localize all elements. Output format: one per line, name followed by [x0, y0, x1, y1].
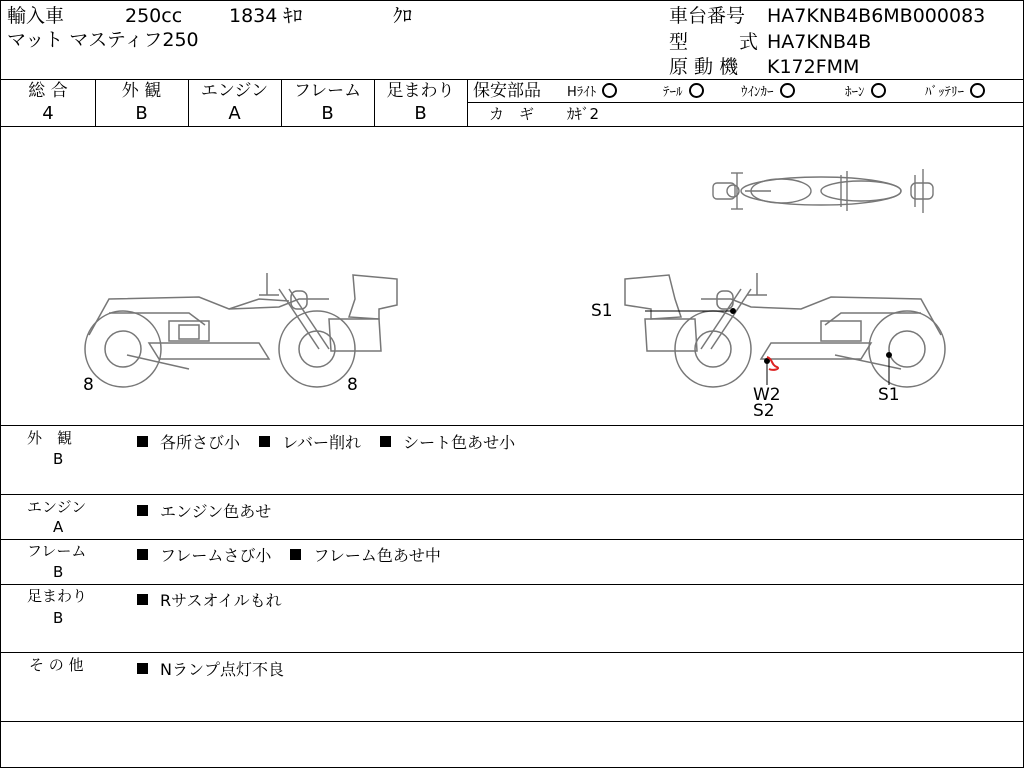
- safety-item-label: ﾊﾞｯﾃﾘｰ: [925, 85, 964, 100]
- grade-value-exterior: B: [135, 103, 148, 124]
- safety-item-label: ｳｲﾝｶｰ: [741, 85, 774, 100]
- type-label-2: 式: [739, 31, 759, 53]
- mileage: 1834 ｷﾛ: [229, 5, 303, 27]
- damage-label-s2: S2: [753, 401, 775, 421]
- note-grade-exterior: B: [53, 450, 64, 468]
- ok-circle-icon: [871, 83, 886, 98]
- bullet-icon: [137, 549, 148, 560]
- note-grade-engine: A: [53, 518, 64, 536]
- bullet-icon: [137, 505, 148, 516]
- note-text: フレーム色あせ中: [313, 546, 441, 565]
- note-items-engine: [137, 499, 285, 522]
- grade-label-engine: エンジン: [200, 81, 269, 101]
- note-item: [380, 433, 515, 452]
- bullet-icon: [137, 594, 148, 605]
- ok-circle-icon: [970, 83, 985, 98]
- divider: [1, 126, 1023, 127]
- vehicle-color: ｸﾛ: [393, 5, 413, 27]
- note-items-exterior: [137, 430, 529, 453]
- note-grade-suspension: B: [53, 609, 64, 627]
- note-item: [137, 502, 271, 521]
- grade-label-suspension: 足まわり: [386, 81, 455, 101]
- note-items-suspension: [137, 588, 296, 611]
- note-text: フレームさび小: [160, 546, 272, 565]
- note-text: エンジン色あせ: [160, 502, 272, 521]
- safety-item-label: ﾃｰﾙ: [663, 85, 683, 100]
- note-item: [259, 433, 361, 452]
- divider: [1, 584, 1023, 585]
- divider: [1, 494, 1023, 495]
- note-item: [137, 591, 282, 610]
- grade-label-overall: 総 合: [28, 81, 68, 101]
- safety-parts-label: 保安部品: [473, 81, 541, 101]
- left-front-tire-value: 8: [83, 375, 94, 395]
- note-item: [137, 546, 271, 565]
- grade-label-frame: フレーム: [293, 81, 362, 101]
- divider: [1, 539, 1023, 540]
- safety-item-horn: [845, 85, 886, 100]
- safety-item-label: Hﾗｲﾄ: [567, 85, 597, 100]
- key-value: ｶｷﾞ2: [567, 105, 600, 123]
- ok-circle-icon: [780, 83, 795, 98]
- note-text: Rサスオイルもれ: [160, 591, 282, 610]
- left-rear-tire-value: 8: [347, 375, 358, 395]
- model-name: マット マスティフ250: [7, 29, 199, 51]
- divider: [1, 79, 1023, 80]
- bullet-icon: [137, 436, 148, 447]
- divider: [1, 425, 1023, 426]
- note-section-other: そ の 他: [29, 656, 84, 674]
- note-text: シート色あせ小: [403, 433, 516, 452]
- note-grade-frame: B: [53, 563, 64, 581]
- note-section-engine: エンジン: [27, 498, 87, 516]
- grade-value-frame: B: [321, 103, 334, 124]
- safety-item-label: ﾎｰﾝ: [845, 85, 865, 100]
- safety-item-headlight: [567, 85, 617, 100]
- type-value: HA7KNB4B: [767, 31, 872, 53]
- damage-label-s1-top: S1: [591, 301, 613, 321]
- divider: [1, 652, 1023, 653]
- note-item: [137, 660, 284, 679]
- motorcycle-right-view-diagram: [621, 269, 951, 389]
- note-items-frame: [137, 543, 455, 566]
- engine-label: 原 動 機: [669, 56, 739, 78]
- note-text: レバー削れ: [282, 433, 361, 452]
- motorcycle-top-view-diagram: [701, 161, 941, 221]
- note-item: [290, 546, 440, 565]
- bullet-icon: [380, 436, 391, 447]
- frame-no-label: 車台番号: [669, 5, 746, 27]
- safety-item-tail: [663, 85, 704, 100]
- grade-value-suspension: B: [414, 103, 427, 124]
- safety-item-battery: [925, 85, 985, 100]
- note-item: [137, 433, 240, 452]
- vehicle-category: 輸入車: [7, 5, 65, 27]
- damage-label-s1-bottom: S1: [878, 385, 900, 405]
- safety-item-winker: [741, 85, 795, 100]
- note-text: 各所さび小: [160, 433, 241, 452]
- engine-value: K172FMM: [767, 56, 860, 78]
- divider: [1, 721, 1023, 722]
- damage-label-w2: W2: [753, 385, 781, 405]
- divider: [467, 102, 1023, 103]
- type-label-1: 型: [669, 31, 689, 53]
- grade-value-engine: A: [228, 103, 241, 124]
- key-label: カ ギ: [489, 105, 535, 123]
- frame-no: HA7KNB4B6MB000083: [767, 5, 986, 27]
- note-text: Nランプ点灯不良: [160, 660, 284, 679]
- bullet-icon: [259, 436, 270, 447]
- grade-label-exterior: 外 観: [121, 81, 162, 101]
- grade-value-overall: 4: [42, 103, 54, 124]
- ok-circle-icon: [602, 83, 617, 98]
- motorcycle-left-view-diagram: [79, 269, 409, 389]
- note-section-exterior: 外 観: [27, 429, 73, 447]
- note-section-suspension: 足まわり: [27, 587, 88, 605]
- bullet-icon: [290, 549, 301, 560]
- displacement: 250cc: [125, 5, 183, 27]
- ok-circle-icon: [689, 83, 704, 98]
- note-items-other: [137, 657, 298, 680]
- bullet-icon: [137, 663, 148, 674]
- note-section-frame: フレーム: [27, 542, 87, 560]
